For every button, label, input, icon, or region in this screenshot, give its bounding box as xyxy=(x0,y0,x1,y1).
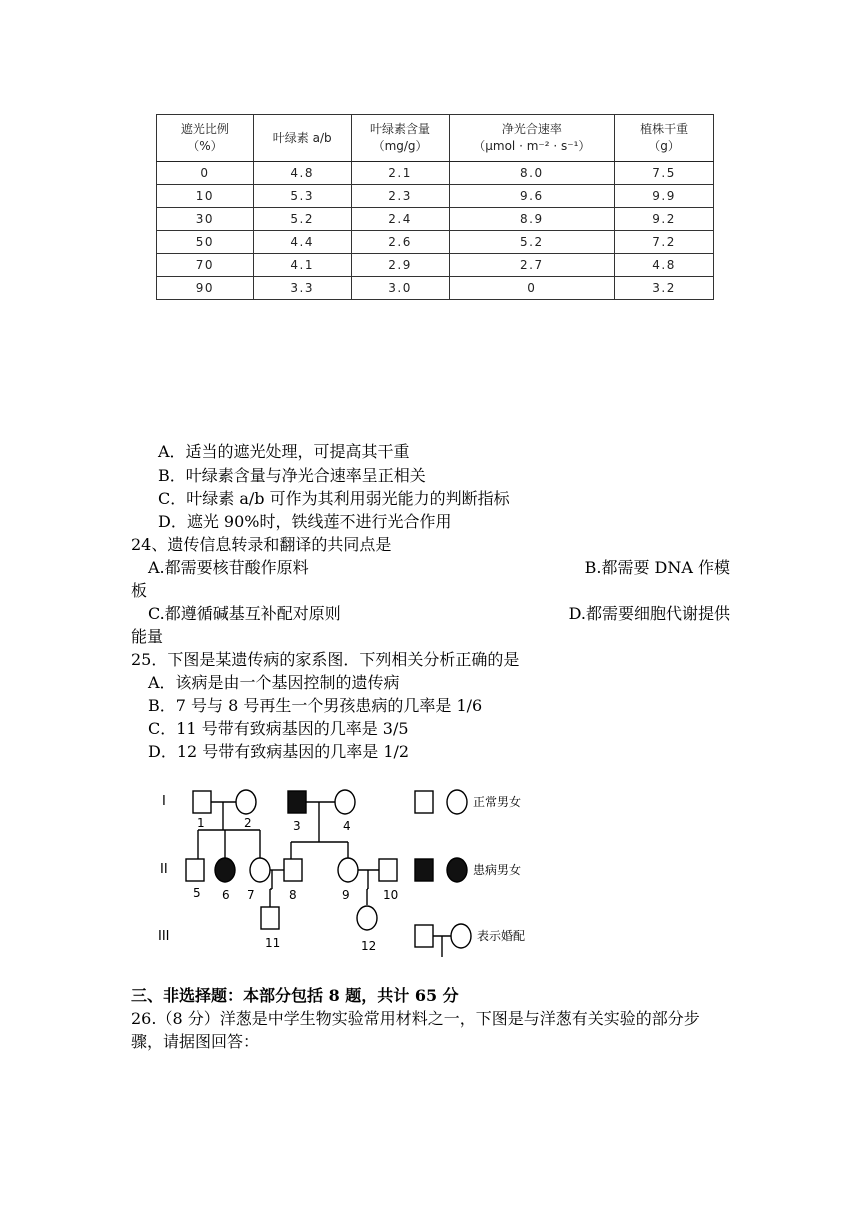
table-cell: 70 xyxy=(157,254,254,277)
q23-option-d: D．遮光 90%时，铁线莲不进行光合作用 xyxy=(158,512,452,531)
individual-5-male-normal xyxy=(186,859,204,881)
table-cell: 90 xyxy=(157,277,254,300)
table-row xyxy=(157,254,714,277)
label-2: 2 xyxy=(244,816,252,830)
table-row xyxy=(157,231,714,254)
individual-9-female-normal xyxy=(338,858,358,882)
table-cell: 4.4 xyxy=(253,231,351,254)
table-row xyxy=(157,208,714,231)
legend-affected-female-icon xyxy=(447,858,467,882)
table-row xyxy=(157,162,714,185)
q23-option-a: A．适当的遮光处理，可提高其干重 xyxy=(158,442,410,461)
pedigree-diagram xyxy=(150,775,540,970)
header-cell-chl-ab: 叶绿素 a/b xyxy=(253,115,351,162)
table-row xyxy=(157,277,714,300)
individual-4-female-normal xyxy=(335,790,355,814)
q23-option-b: B．叶绿素含量与净光合速率呈正相关 xyxy=(158,466,426,485)
individual-10-male-normal xyxy=(379,859,397,881)
table-cell: 0 xyxy=(449,277,615,300)
q24-option-c: C.都遵循碱基互补配对原则 xyxy=(148,604,341,623)
table-cell: 0 xyxy=(157,162,254,185)
generation-label-i: I xyxy=(162,794,166,809)
q25-option-d: D．12 号带有致病基因的几率是 1/2 xyxy=(148,742,410,761)
label-5: 5 xyxy=(193,886,201,900)
table-cell: 3.0 xyxy=(351,277,449,300)
table-row xyxy=(157,185,714,208)
table-cell: 3.2 xyxy=(615,277,714,300)
table-cell: 2.9 xyxy=(351,254,449,277)
header-cell-dry-weight: 植株干重 （g） xyxy=(615,115,714,162)
table-cell: 9.9 xyxy=(615,185,714,208)
table-cell: 2.6 xyxy=(351,231,449,254)
legend-mating-female-icon xyxy=(451,924,471,948)
q24-option-d: D.都需要细胞代谢提供 xyxy=(568,604,730,623)
table-cell: 4.1 xyxy=(253,254,351,277)
q24-option-b-wrap: 板 xyxy=(131,581,148,600)
q24-option-b: B.都需要 DNA 作模 xyxy=(584,558,730,577)
table-cell: 7.2 xyxy=(615,231,714,254)
q24-stem: 24、遗传信息转录和翻译的共同点是 xyxy=(131,535,392,554)
individual-11-male-normal xyxy=(261,907,279,929)
label-12: 12 xyxy=(361,939,377,953)
table-header-row xyxy=(157,115,714,162)
q26-stem-line2: 骤，请据图回答： xyxy=(131,1032,260,1051)
label-7: 7 xyxy=(247,888,255,902)
label-4: 4 xyxy=(343,819,351,833)
individual-1-male-normal xyxy=(193,791,211,813)
table-cell: 3.3 xyxy=(253,277,351,300)
table-cell: 50 xyxy=(157,231,254,254)
individual-3-male-affected xyxy=(288,791,306,813)
table-cell: 9.6 xyxy=(449,185,615,208)
table-cell: 30 xyxy=(157,208,254,231)
label-8: 8 xyxy=(289,888,297,902)
q26-stem-line1: 26.（8 分）洋葱是中学生物实验常用材料之一，下图是与洋葱有关实验的部分步 xyxy=(131,1009,700,1028)
table-cell: 8.9 xyxy=(449,208,615,231)
table-cell: 5.3 xyxy=(253,185,351,208)
generation-label-iii: III xyxy=(158,929,170,944)
legend-normal-female-icon xyxy=(447,790,467,814)
table-cell: 8.0 xyxy=(449,162,615,185)
q25-stem: 25．下图是某遗传病的家系图．下列相关分析正确的是 xyxy=(131,650,520,669)
table-cell: 2.4 xyxy=(351,208,449,231)
table-cell: 7.5 xyxy=(615,162,714,185)
individual-8-male-normal xyxy=(284,859,302,881)
table-cell: 2.3 xyxy=(351,185,449,208)
label-11: 11 xyxy=(265,936,281,950)
label-1: 1 xyxy=(197,816,205,830)
legend-affected-label: 患病男女 xyxy=(473,863,522,877)
legend-normal-label: 正常男女 xyxy=(473,795,522,809)
q25-option-b: B．7 号与 8 号再生一个男孩患病的几率是 1/6 xyxy=(148,696,483,715)
q25-option-c: C．11 号带有致病基因的几率是 3/5 xyxy=(148,719,409,738)
table-cell: 2.7 xyxy=(449,254,615,277)
label-3: 3 xyxy=(293,819,301,833)
table-cell: 5.2 xyxy=(449,231,615,254)
header-cell-chl-content: 叶绿素含量 （mg/g） xyxy=(351,115,449,162)
individual-7-female-normal xyxy=(250,858,270,882)
table-cell: 2.1 xyxy=(351,162,449,185)
header-cell-shading: 遮光比例 （%） xyxy=(157,115,254,162)
legend-mating-label: 表示婚配 xyxy=(477,929,526,943)
q24-option-d-wrap: 能量 xyxy=(131,627,164,646)
table-cell: 9.2 xyxy=(615,208,714,231)
generation-label-ii: II xyxy=(160,862,168,877)
label-6: 6 xyxy=(222,888,230,902)
table-cell: 10 xyxy=(157,185,254,208)
legend-normal-male-icon xyxy=(415,791,433,813)
q25-option-a: A．该病是由一个基因控制的遗传病 xyxy=(148,673,400,692)
table-cell: 4.8 xyxy=(253,162,351,185)
section-3-heading: 三、非选择题：本部分包括 8 题，共计 65 分 xyxy=(131,986,459,1005)
table-cell: 4.8 xyxy=(615,254,714,277)
table-cell: 5.2 xyxy=(253,208,351,231)
individual-12-female-normal xyxy=(357,906,377,930)
legend-affected-male-icon xyxy=(415,859,433,881)
label-9: 9 xyxy=(342,888,350,902)
header-cell-net-rate: 净光合速率 （μmol · m⁻² · s⁻¹） xyxy=(449,115,615,162)
legend-mating-male-icon xyxy=(415,925,433,947)
q24-option-a: A.都需要核苷酸作原料 xyxy=(148,558,309,577)
individual-2-female-normal xyxy=(236,790,256,814)
label-10: 10 xyxy=(383,888,399,902)
shading-data-table xyxy=(156,114,714,300)
q23-option-c: C．叶绿素 a/b 可作为其利用弱光能力的判断指标 xyxy=(158,489,510,508)
individual-6-female-affected xyxy=(215,858,235,882)
